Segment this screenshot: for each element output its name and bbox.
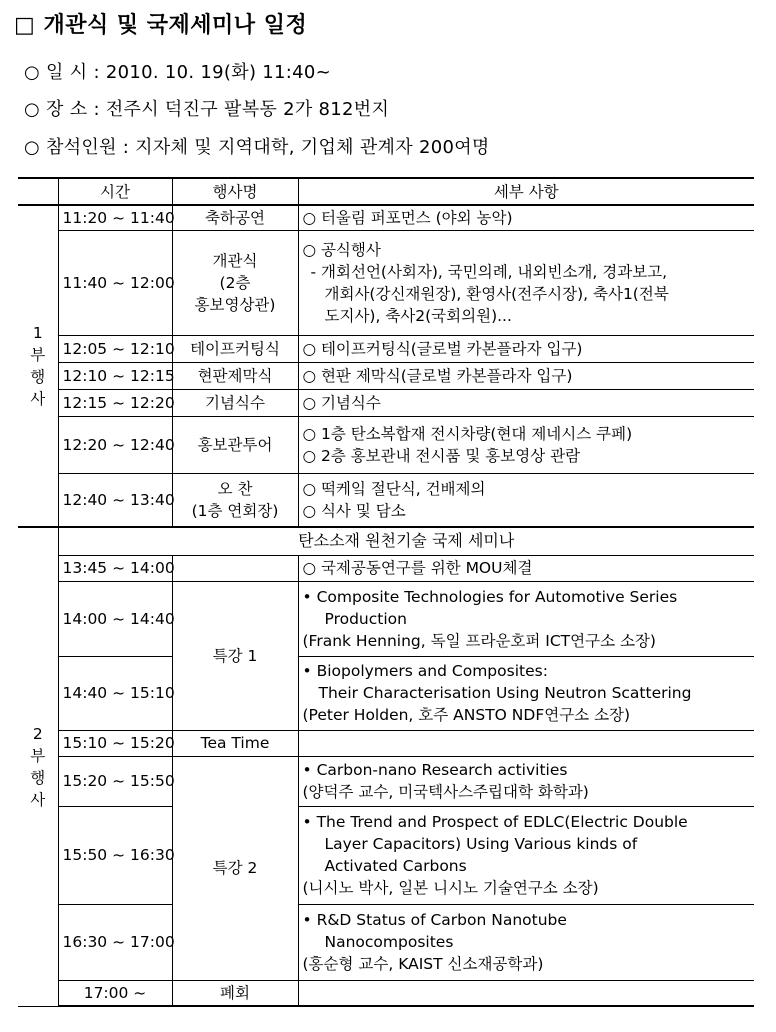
table-row xyxy=(18,335,754,362)
event-cell: 기념식수 xyxy=(172,389,298,416)
lecture2-cell: 특강 2 xyxy=(172,756,298,980)
time-cell: 12:10 ~ 12:15 xyxy=(58,362,172,389)
time-cell: 12:20 ~ 12:40 xyxy=(58,416,172,473)
time-cell: 12:40 ~ 13:40 xyxy=(58,473,172,527)
table-row xyxy=(18,806,754,904)
time-cell: 14:00 ~ 14:40 xyxy=(58,581,172,656)
detail-cell: • R&D Status of Carbon Nanotube Nanocomposites (홍순형 교수, KAIST 신소재공학과) xyxy=(298,904,754,980)
detail-cell: • Biopolymers and Composites: Their Characterisation Using Neutron Scattering (Peter Holden, 호주 ANSTO NDF연구소 소장) xyxy=(298,656,754,730)
event-date: ○ 일 시 : 2010. 10. 19(화) 11:40~ xyxy=(24,62,332,83)
part2-label: 2 부 행 사 xyxy=(18,527,58,1006)
detail-cell: • The Trend and Prospect of EDLC(Electric Double Layer Capacitors) Using Various kinds of Activated Carbons (니시노 박사, 일본 니시노 기술연구소 소장) xyxy=(298,806,754,904)
table-row xyxy=(18,205,754,230)
lecture1-cell: 특강 1 xyxy=(172,581,298,730)
detail-cell: ○ 터울림 퍼포먼스 (야외 농악) xyxy=(298,205,754,230)
event-cell xyxy=(172,555,298,581)
time-cell: 14:40 ~ 15:10 xyxy=(58,656,172,730)
time-cell: 11:20 ~ 11:40 xyxy=(58,205,172,230)
table-row xyxy=(18,389,754,416)
time-cell: 12:15 ~ 12:20 xyxy=(58,389,172,416)
detail-cell: ○ 테이프커팅식(글로벌 카본플라자 입구) xyxy=(298,335,754,362)
time-cell: 16:30 ~ 17:00 xyxy=(58,904,172,980)
header-part xyxy=(18,178,58,205)
table-row xyxy=(18,980,754,1006)
event-attendees: ○ 참석인원 : 지자체 및 지역대학, 기업체 관계자 200여명 xyxy=(24,137,490,158)
time-cell: 15:20 ~ 15:50 xyxy=(58,756,172,806)
detail-cell xyxy=(298,980,754,1006)
detail-cell: ○ 1층 탄소복합재 전시차량(현대 제네시스 쿠페) ○ 2층 홍보관내 전시품 및 홍보영상 관람 xyxy=(298,416,754,473)
detail-cell: ○ 국제공동연구를 위한 MOU체결 xyxy=(298,555,754,581)
table-row xyxy=(18,527,754,555)
header-event: 행사명 xyxy=(172,178,298,205)
detail-cell: • Carbon-nano Research activities (양덕주 교수, 미국텍사스주립대학 화학과) xyxy=(298,756,754,806)
time-cell: 13:45 ~ 14:00 xyxy=(58,555,172,581)
table-row xyxy=(18,230,754,335)
event-cell: 현판제막식 xyxy=(172,362,298,389)
detail-cell: • Composite Technologies for Automotive Series Production (Frank Henning, 독일 프라운호퍼 ICT연구소 소장) xyxy=(298,581,754,656)
event-place: ○ 장 소 : 전주시 덕진구 팔복동 2가 812번지 xyxy=(24,99,390,120)
time-cell: 12:05 ~ 12:10 xyxy=(58,335,172,362)
event-cell: 오 찬 (1층 연회장) xyxy=(172,473,298,527)
event-cell: 축하공연 xyxy=(172,205,298,230)
table-row xyxy=(18,756,754,806)
event-cell: 테이프커팅식 xyxy=(172,335,298,362)
event-cell: 개관식 (2층 홍보영상관) xyxy=(172,230,298,335)
time-cell: 17:00 ~ xyxy=(58,980,172,1006)
header-detail: 세부 사항 xyxy=(298,178,754,205)
table-row xyxy=(18,581,754,656)
time-cell: 15:10 ~ 15:20 xyxy=(58,730,172,756)
time-cell: 15:50 ~ 16:30 xyxy=(58,806,172,904)
table-row xyxy=(18,730,754,756)
table-row xyxy=(18,416,754,473)
event-cell: 폐회 xyxy=(172,980,298,1006)
schedule-table xyxy=(18,177,754,1007)
time-cell: 11:40 ~ 12:00 xyxy=(58,230,172,335)
event-cell: Tea Time xyxy=(172,730,298,756)
part1-label: 1 부 행 사 xyxy=(18,205,58,527)
table-row xyxy=(18,362,754,389)
detail-cell: ○ 공식행사 - 개회선언(사회자), 국민의례, 내외빈소개, 경과보고, 개회사(강신재원장), 환영사(전주시장), 축사1(전북 도지사), 축사2(국회의원)... xyxy=(298,230,754,335)
detail-cell: ○ 기념식수 xyxy=(298,389,754,416)
event-cell: 홍보관투어 xyxy=(172,416,298,473)
seminar-title: 탄소소재 원천기술 국제 세미나 xyxy=(58,527,754,555)
detail-cell xyxy=(298,730,754,756)
detail-cell: ○ 현판 제막식(글로벌 카본플라자 입구) xyxy=(298,362,754,389)
table-row xyxy=(18,656,754,730)
table-row xyxy=(18,555,754,581)
table-row xyxy=(18,473,754,527)
table-row xyxy=(18,904,754,980)
detail-cell: ○ 떡케잌 절단식, 건배제의 ○ 식사 및 담소 xyxy=(298,473,754,527)
page-title: □ 개관식 및 국제세미나 일정 xyxy=(14,13,308,38)
header-time: 시간 xyxy=(58,178,172,205)
